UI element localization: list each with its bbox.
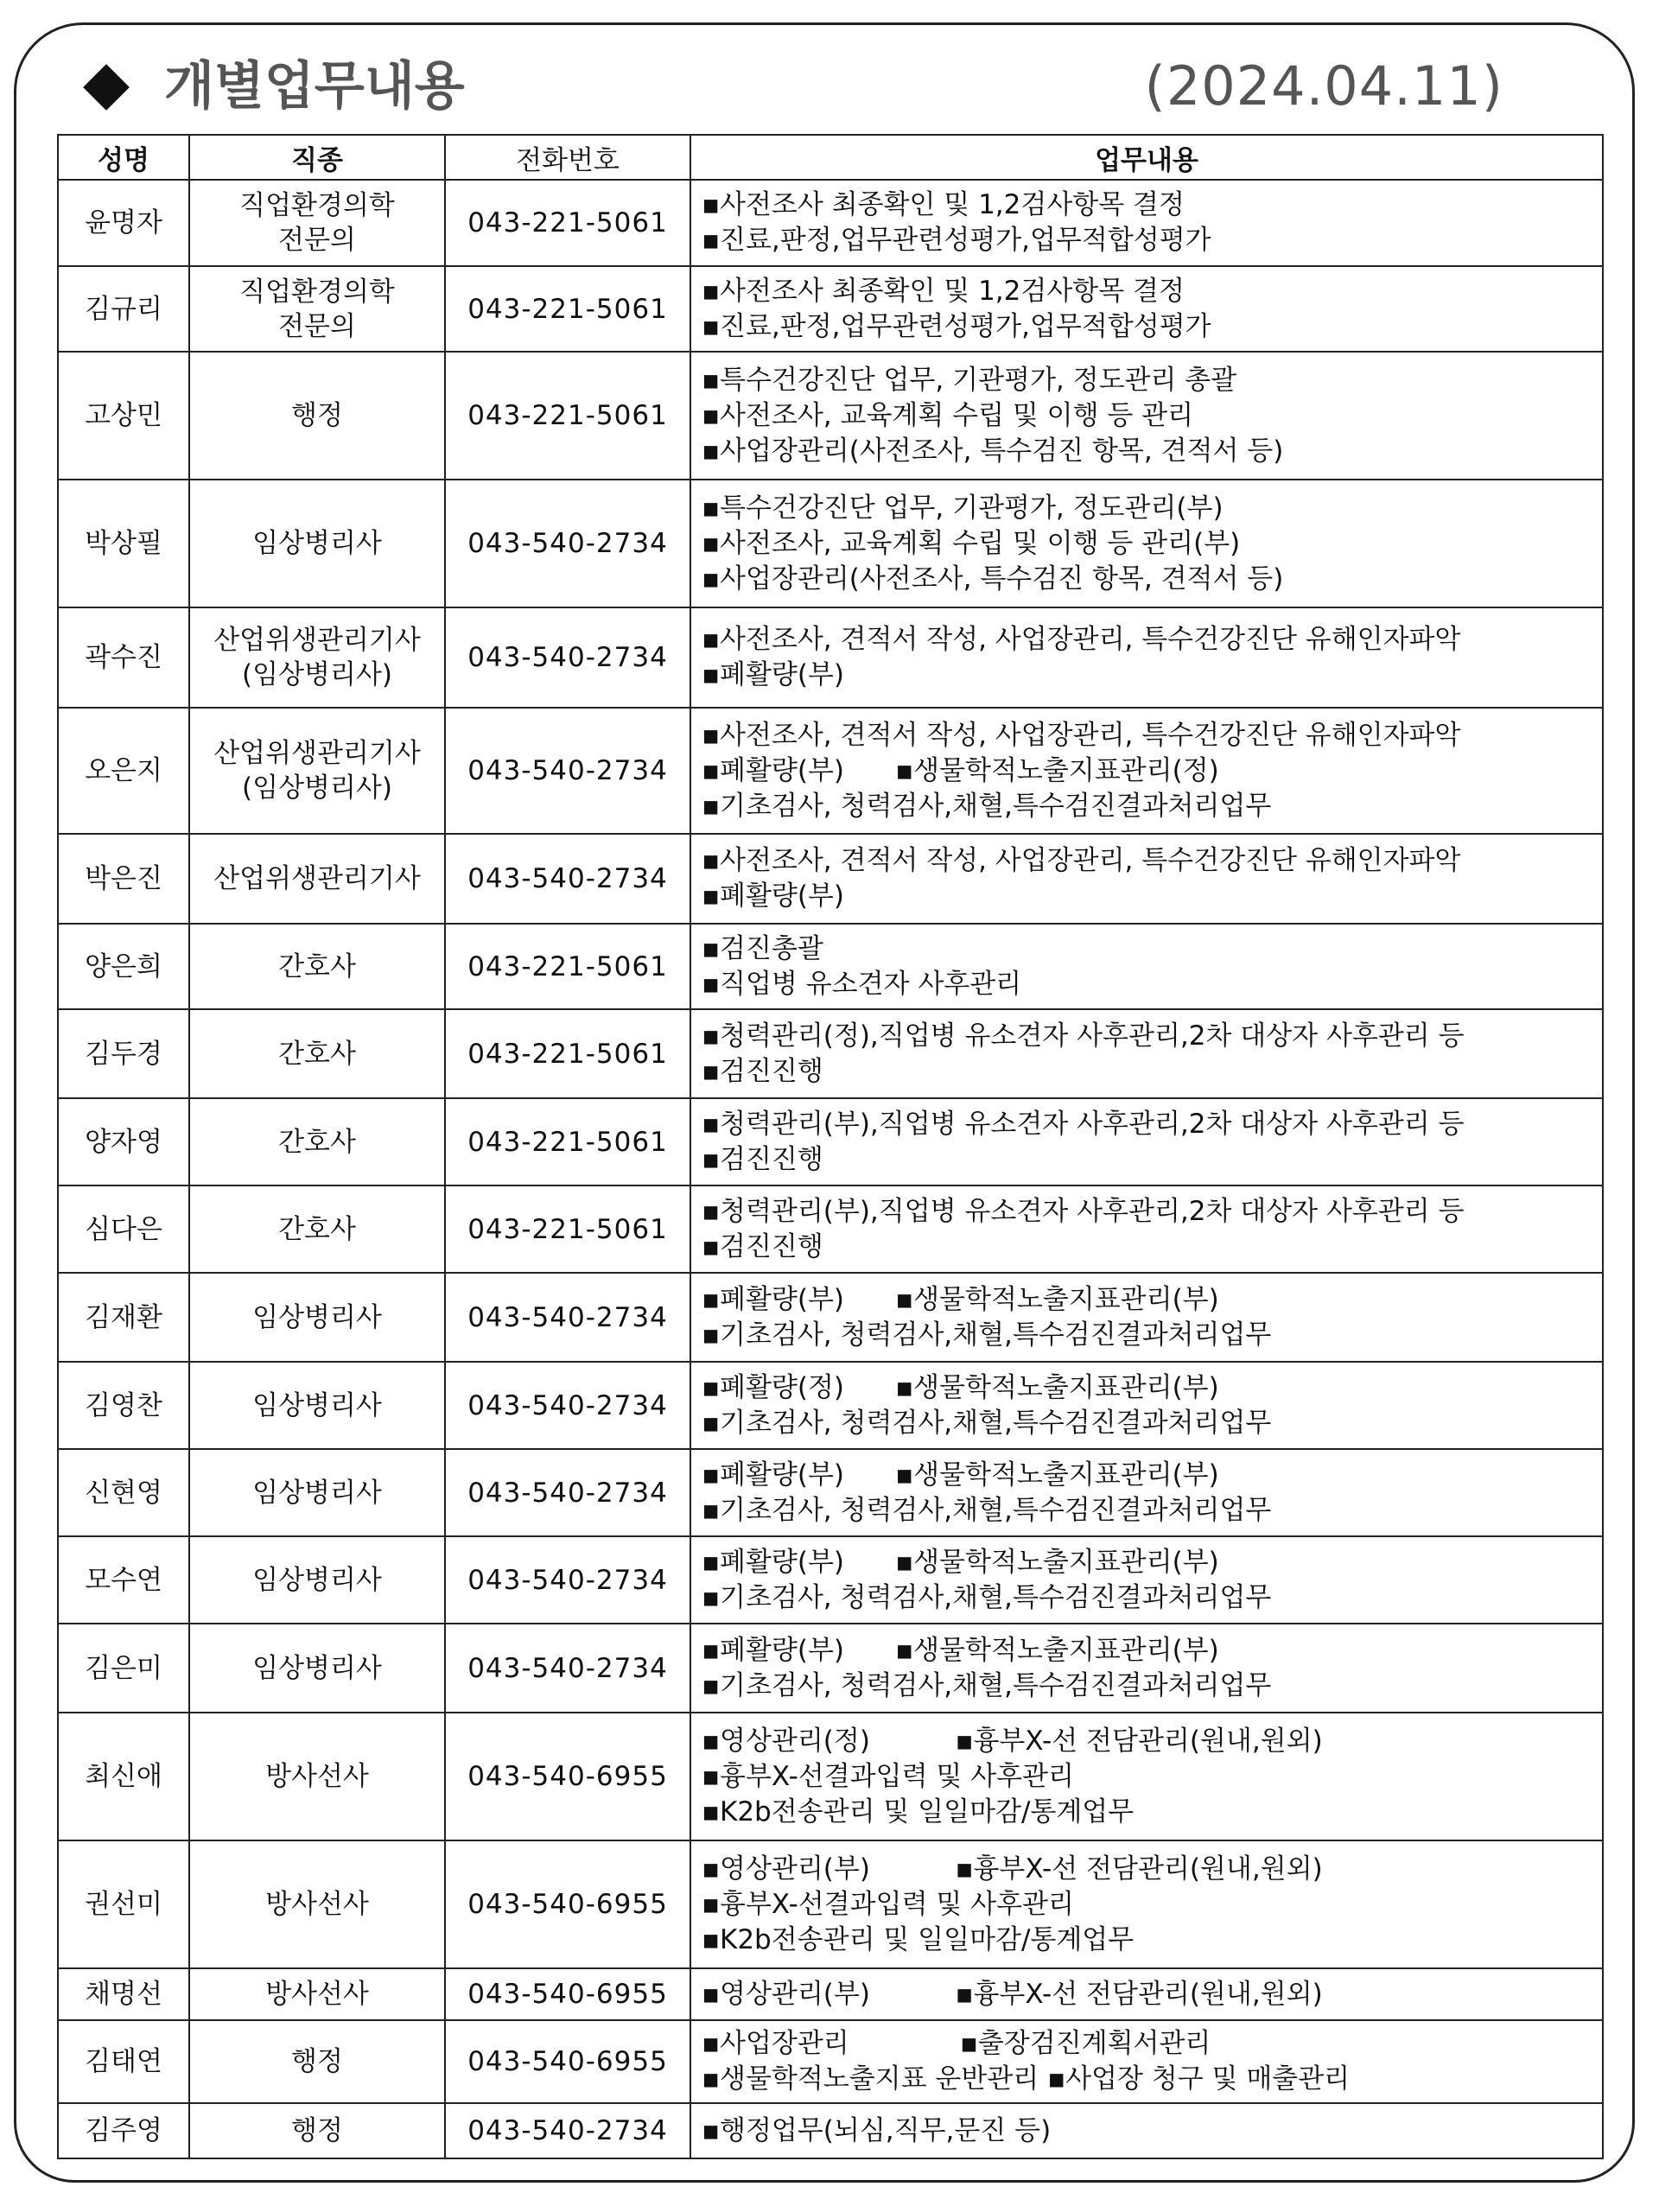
cell-name: 양은희 [58,924,189,1009]
table-row [58,1098,1603,1185]
cell-name: 박은진 [58,834,189,924]
duty-item: ▪폐활량(부) ▪생물학적노출지표관리(정) [702,754,1219,786]
column-header-job: 직종 [189,135,445,180]
diamond-bullet-icon [83,64,130,111]
duty-item: ▪행정업무(뇌심,직무,문진 등) [702,2114,1052,2146]
job-line: 전문의 [278,225,356,256]
table-row [58,834,1603,924]
cell-phone: 043-540-2734 [445,1449,690,1536]
cell-duties [690,2103,1603,2158]
cell-name: 윤명자 [58,180,189,266]
cell-name: 김재환 [58,1273,189,1362]
job-line: (임상병리사) [242,772,392,804]
duty-item: ▪폐활량(부) ▪생물학적노출지표관리(부) [702,1283,1219,1315]
cell-job [189,1185,445,1273]
cell-phone: 043-221-5061 [445,1185,690,1273]
duty-item: ▪사전조사, 교육계획 수립 및 이행 등 관리 [702,399,1194,431]
cell-name: 심다은 [58,1185,189,1273]
cell-name: 김주영 [58,2103,189,2158]
table-row [58,1273,1603,1362]
cell-job [189,1968,445,2020]
cell-duties [690,1009,1603,1098]
job-line: 행정 [291,400,343,431]
job-line: 간호사 [278,1126,356,1158]
table-row [58,1449,1603,1536]
job-line: 임상병리사 [252,1652,382,1684]
table-row [58,1968,1603,2020]
duty-item: ▪폐활량(부) ▪생물학적노출지표관리(부) [702,1459,1219,1491]
cell-duties [690,1185,1603,1273]
duty-item: ▪사전조사, 견적서 작성, 사업장관리, 특수건강진단 유해인자파악 [702,719,1461,751]
cell-duties [690,1713,1603,1840]
duty-item: ▪특수건강진단 업무, 기관평가, 정도관리 총괄 [702,364,1237,396]
column-header-name: 성명 [58,135,189,180]
duty-item: ▪청력관리(부),직업병 유소견자 사후관리,2차 대상자 사후관리 등 [702,1195,1465,1227]
duty-item: ▪흉부X-선결과입력 및 사후관리 [702,1888,1074,1920]
cell-job [189,1624,445,1713]
cell-phone: 043-540-2734 [445,1624,690,1713]
cell-phone: 043-540-2734 [445,1362,690,1449]
job-line: 임상병리사 [252,1564,382,1596]
duty-item: ▪기초검사, 청력검사,채혈,특수검진결과처리업무 [702,1319,1272,1351]
cell-name: 신현영 [58,1449,189,1536]
duty-item: ▪검진진행 [702,1143,823,1175]
cell-phone: 043-540-2734 [445,607,690,708]
job-line: 산업위생관리기사 [213,625,421,656]
cell-phone: 043-540-2734 [445,1536,690,1624]
cell-job [189,352,445,480]
duty-item: ▪기초검사, 청력검사,채혈,특수검진결과처리업무 [702,1581,1272,1613]
job-line: 임상병리사 [252,1389,382,1421]
cell-name: 김두경 [58,1009,189,1098]
cell-duties [690,2020,1603,2103]
cell-phone: 043-540-2734 [445,708,690,834]
cell-job [189,1840,445,1968]
duty-item: ▪사전조사, 교육계획 수립 및 이행 등 관리(부) [702,527,1241,559]
cell-duties [690,1449,1603,1536]
table-row [58,708,1603,834]
duty-item: ▪검진총괄 [702,932,823,964]
cell-phone: 043-221-5061 [445,266,690,352]
cell-name: 곽수진 [58,607,189,708]
table-row [58,1362,1603,1449]
cell-job [189,2020,445,2103]
job-line: 임상병리사 [252,1301,382,1333]
cell-phone: 043-540-6955 [445,1713,690,1840]
duty-item: ▪영상관리(부) ▪흉부X-선 전담관리(원내,원외) [702,1853,1323,1885]
cell-job [189,1449,445,1536]
job-line: 임상병리사 [252,528,382,559]
duty-item: ▪사전조사, 견적서 작성, 사업장관리, 특수건강진단 유해인자파악 [702,845,1461,876]
duty-item: ▪검진진행 [702,1230,823,1262]
duty-item: ▪직업병 유소견자 사후관리 [702,968,1022,1000]
cell-duties [690,607,1603,708]
cell-name: 김태연 [58,2020,189,2103]
cell-job [189,708,445,834]
cell-name: 권선미 [58,1840,189,1968]
cell-duties [690,480,1603,607]
duty-item: ▪기초검사, 청력검사,채혈,특수검진결과처리업무 [702,790,1272,822]
cell-job [189,480,445,607]
duty-item: ▪생물학적노출지표 운반관리 ▪사업장 청구 및 매출관리 [702,2063,1351,2094]
column-header-duties: 업무내용 [690,135,1603,180]
duty-item: ▪사업장관리(사전조사, 특수검진 항목, 견적서 등) [702,563,1284,594]
cell-phone: 043-540-6955 [445,1840,690,1968]
cell-job [189,266,445,352]
cell-phone: 043-540-2734 [445,834,690,924]
duty-item: ▪사전조사, 견적서 작성, 사업장관리, 특수건강진단 유해인자파악 [702,624,1461,655]
duty-item: ▪사전조사 최종확인 및 1,2검사항목 결정 [702,189,1185,220]
job-line: 간호사 [278,950,356,982]
cell-duties [690,1840,1603,1968]
duty-item: ▪진료,판정,업무관련성평가,업무적합성평가 [702,225,1211,256]
table-row [58,2020,1603,2103]
duty-item: ▪K2b전송관리 및 일일마감/통계업무 [702,1923,1135,1955]
cell-name: 박상필 [58,480,189,607]
cell-duties [690,924,1603,1009]
cell-job [189,1098,445,1185]
cell-phone: 043-540-2734 [445,1273,690,1362]
date-label: (2024.04.11) [1144,54,1503,118]
cell-job [189,1009,445,1098]
cell-duties [690,1968,1603,2020]
cell-duties [690,1536,1603,1624]
duty-item: ▪검진진행 [702,1055,823,1087]
job-line: 행정 [291,2115,343,2146]
duty-item: ▪기초검사, 청력검사,채혈,특수검진결과처리업무 [702,1407,1272,1439]
cell-job [189,924,445,1009]
duty-item: ▪영상관리(부) ▪흉부X-선 전담관리(원내,원외) [702,1978,1323,2010]
cell-duties [690,1273,1603,1362]
job-line: 간호사 [278,1213,356,1245]
cell-phone: 043-221-5061 [445,352,690,480]
cell-job [189,1536,445,1624]
cell-duties [690,1362,1603,1449]
cell-name: 김은미 [58,1624,189,1713]
column-header-phone: 전화번호 [445,135,690,180]
cell-duties [690,1098,1603,1185]
job-line: 방사선사 [265,1761,369,1792]
duty-item: ▪영상관리(정) ▪흉부X-선 전담관리(원내,원외) [702,1725,1323,1757]
cell-phone: 043-540-6955 [445,2020,690,2103]
table-row [58,266,1603,352]
cell-duties [690,180,1603,266]
cell-name: 김영찬 [58,1362,189,1449]
cell-job [189,1713,445,1840]
cell-phone: 043-221-5061 [445,1098,690,1185]
table-row [58,180,1603,266]
cell-name: 양자영 [58,1098,189,1185]
cell-duties [690,266,1603,352]
table-row [58,1713,1603,1840]
job-line: 행정 [291,2046,343,2077]
duty-item: ▪기초검사, 청력검사,채혈,특수검진결과처리업무 [702,1494,1272,1526]
cell-duties [690,352,1603,480]
cell-job [189,607,445,708]
table-row [58,1624,1603,1713]
cell-job [189,2103,445,2158]
duty-item: ▪폐활량(부) ▪생물학적노출지표관리(부) [702,1634,1219,1666]
table-row [58,1185,1603,1273]
duty-item: ▪폐활량(부) [702,659,844,690]
table-body [58,180,1603,2158]
cell-name: 오은지 [58,708,189,834]
cell-duties [690,708,1603,834]
job-line: 산업위생관리기사 [213,738,421,769]
cell-name: 고상민 [58,352,189,480]
page-title: 개별업무내용 [164,56,465,117]
cell-job [189,180,445,266]
table-row [58,607,1603,708]
job-line: (임상병리사) [242,659,392,690]
cell-duties [690,834,1603,924]
duty-item: ▪폐활량(정) ▪생물학적노출지표관리(부) [702,1371,1219,1403]
table-row [58,480,1603,607]
duty-item: ▪특수건강진단 업무, 기관평가, 정도관리(부) [702,492,1224,524]
table-row [58,1840,1603,1968]
duty-item: ▪청력관리(정),직업병 유소견자 사후관리,2차 대상자 사후관리 등 [702,1020,1465,1052]
job-line: 직업환경의학 [239,190,395,221]
cell-phone: 043-221-5061 [445,180,690,266]
cell-phone: 043-221-5061 [445,924,690,1009]
table-row [58,1009,1603,1098]
cell-phone: 043-540-2734 [445,480,690,607]
cell-job [189,1273,445,1362]
table-row [58,352,1603,480]
job-line: 산업위생관리기사 [213,863,421,894]
duty-item: ▪사업장관리(사전조사, 특수검진 항목, 견적서 등) [702,435,1284,467]
job-line: 방사선사 [265,1889,369,1920]
cell-name: 모수연 [58,1536,189,1624]
duty-item: ▪사전조사 최종확인 및 1,2검사항목 결정 [702,275,1185,307]
cell-phone: 043-221-5061 [445,1009,690,1098]
table-header-row [58,135,1603,180]
duty-item: ▪폐활량(부) [702,880,844,912]
duty-item: ▪흉부X-선결과입력 및 사후관리 [702,1760,1074,1792]
cell-phone: 043-540-6955 [445,1968,690,2020]
cell-name: 김규리 [58,266,189,352]
job-line: 방사선사 [265,1979,369,2010]
cell-name: 채명선 [58,1968,189,2020]
cell-job [189,834,445,924]
duty-item: ▪폐활량(부) ▪생물학적노출지표관리(부) [702,1546,1219,1578]
staff-duties-table [57,134,1604,2159]
table-row [58,2103,1603,2158]
duty-item: ▪사업장관리 ▪출장검진계획서관리 [702,2028,1211,2059]
table-row [58,924,1603,1009]
duty-item: ▪청력관리(부),직업병 유소견자 사후관리,2차 대상자 사후관리 등 [702,1108,1465,1140]
job-line: 직업환경의학 [239,276,395,308]
cell-job [189,1362,445,1449]
job-line: 임상병리사 [252,1477,382,1509]
job-line: 전문의 [278,310,356,342]
cell-name: 최신애 [58,1713,189,1840]
duty-item: ▪진료,판정,업무관련성평가,업무적합성평가 [702,310,1211,342]
table-row [58,1536,1603,1624]
duty-item: ▪K2b전송관리 및 일일마감/통계업무 [702,1796,1135,1827]
header [0,0,1659,138]
cell-phone: 043-540-2734 [445,2103,690,2158]
duty-item: ▪기초검사, 청력검사,채혈,특수검진결과처리업무 [702,1669,1272,1701]
cell-duties [690,1624,1603,1713]
job-line: 간호사 [278,1038,356,1070]
